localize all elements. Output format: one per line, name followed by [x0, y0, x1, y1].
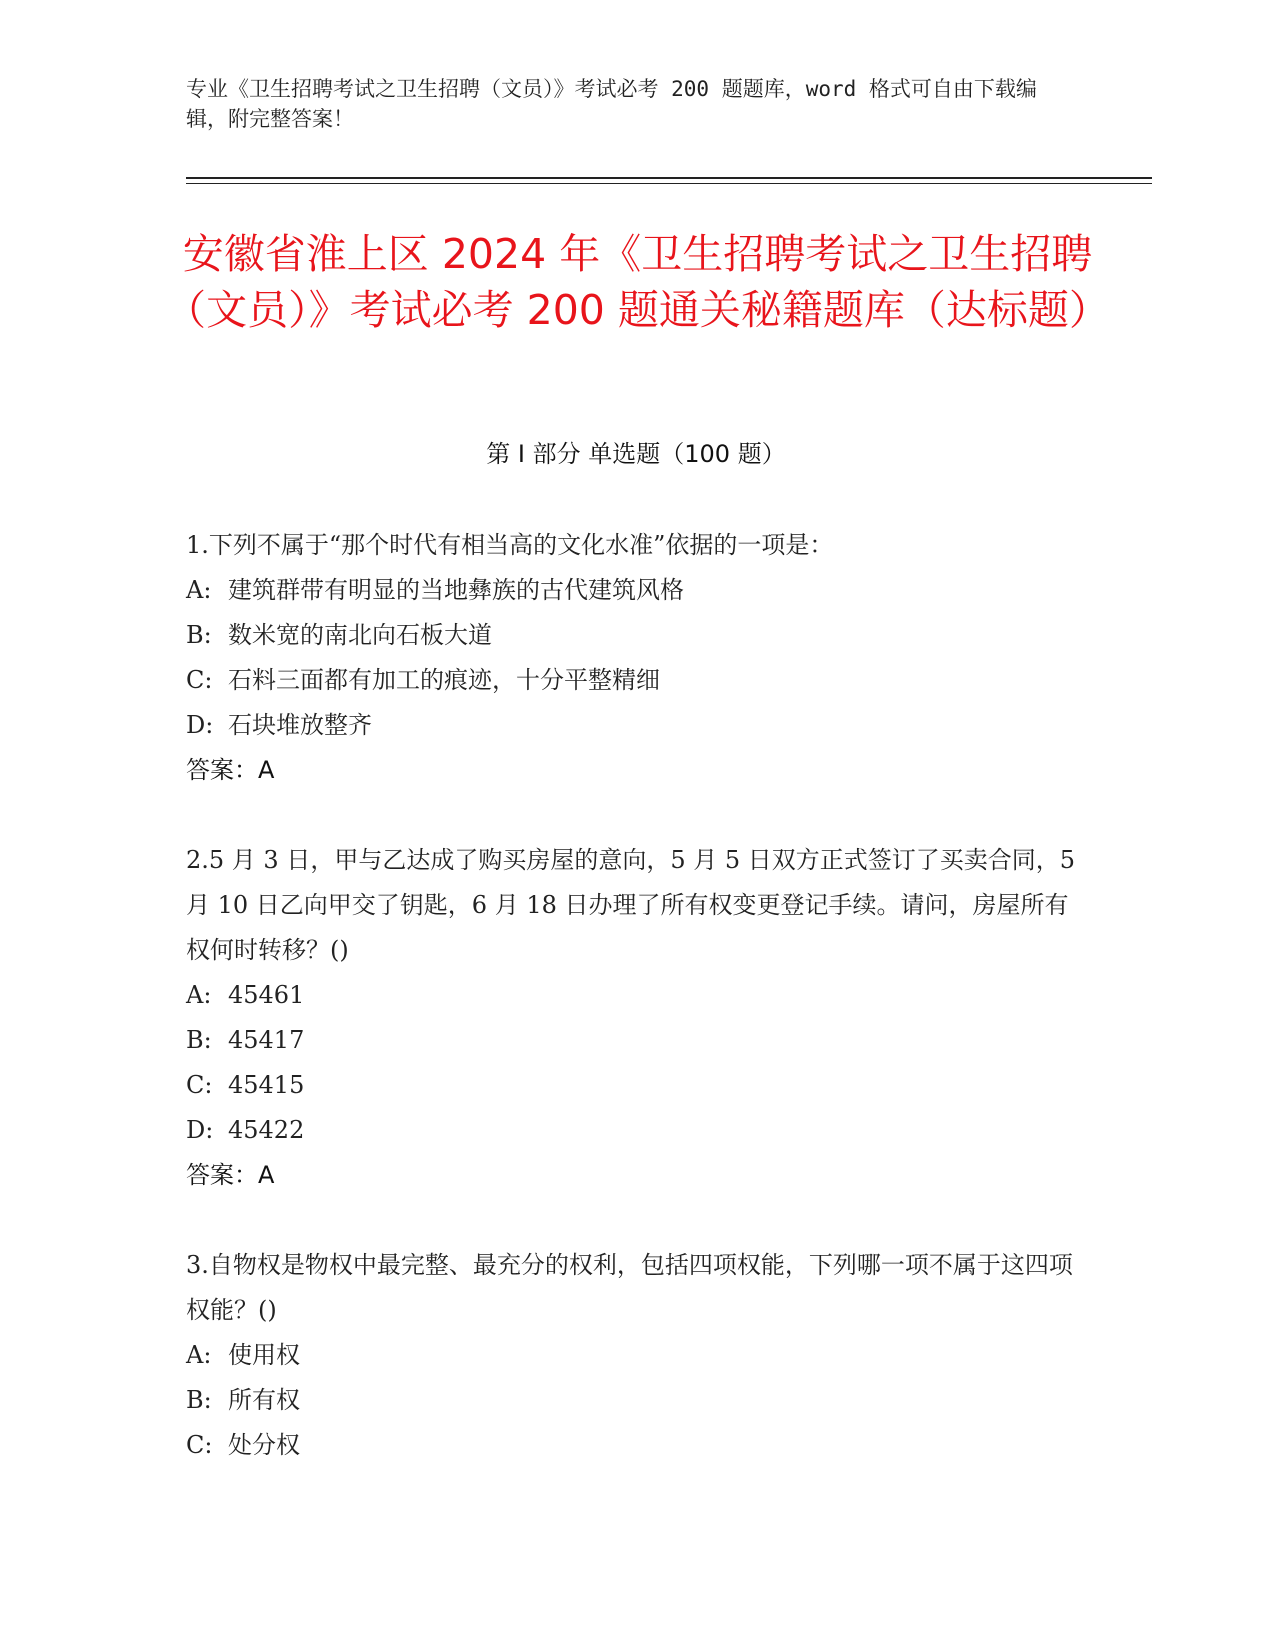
option-text: 45461 [228, 981, 305, 1009]
option-letter: C: [186, 1071, 213, 1099]
option-text: 所有权 [228, 1386, 300, 1414]
option-b [186, 1018, 1086, 1063]
option-text: 使用权 [228, 1341, 300, 1369]
question-list [186, 523, 1086, 1513]
question-stem: 1.下列不属于“那个时代有相当高的文化水准”依据的一项是： [186, 531, 834, 559]
question-stem: 2.5 月 3 日，甲与乙达成了购买房屋的意向，5 月 5 日双方正式签订了买卖合同，5 月 10 日乙向甲交了钥匙，6 月 18 日办理了所有权变更登记手续。请问，房屋所有权何时转移？() [186, 846, 1076, 964]
option-letter: C: [186, 1431, 213, 1459]
option-text: 处分权 [228, 1431, 300, 1459]
option-letter: B: [186, 1386, 212, 1414]
option-text: 数米宽的南北向石板大道 [228, 621, 492, 649]
question-3 [186, 1243, 1086, 1468]
answer-value: A [258, 756, 275, 784]
option-text: 建筑群带有明显的当地彝族的古代建筑风格 [228, 576, 684, 604]
header-divider-thick [186, 177, 1152, 179]
option-text: 45415 [228, 1071, 305, 1099]
document-title: 安徽省淮上区 2024 年《卫生招聘考试之卫生招聘（文员）》考试必考 200 题通关秘籍题库（达标题） [165, 230, 1110, 334]
option-letter: C: [186, 666, 213, 694]
option-letter: D: [186, 1116, 214, 1144]
header-note: 专业《卫生招聘考试之卫生招聘（文员）》考试必考 200 题题库，word 格式可自由下载编辑，附完整答案！ [186, 77, 1037, 131]
option-text: 45422 [228, 1116, 305, 1144]
option-c [186, 1423, 1086, 1468]
option-text: 石料三面都有加工的痕迹，十分平整精细 [228, 666, 660, 694]
option-letter: A: [186, 981, 212, 1009]
header-divider-thin [186, 183, 1152, 184]
option-letter: B: [186, 1026, 212, 1054]
option-letter: B: [186, 621, 212, 649]
option-a [186, 568, 1086, 613]
question-2 [186, 838, 1086, 1198]
option-c [186, 658, 1086, 703]
option-a [186, 1333, 1086, 1378]
option-letter: A: [186, 1341, 212, 1369]
option-a [186, 973, 1086, 1018]
option-text: 45417 [228, 1026, 305, 1054]
option-d [186, 1108, 1086, 1153]
option-d [186, 703, 1086, 748]
option-c [186, 1063, 1086, 1108]
option-text: 石块堆放整齐 [228, 711, 372, 739]
answer-line [186, 748, 1086, 793]
section-title: 第 I 部分 单选题（100 题） [486, 440, 786, 468]
option-letter: D: [186, 711, 214, 739]
option-b [186, 613, 1086, 658]
answer-line [186, 1153, 1086, 1198]
question-1 [186, 523, 1086, 793]
option-b [186, 1378, 1086, 1423]
option-letter: A: [186, 576, 212, 604]
answer-value: A [258, 1161, 275, 1189]
answer-label: 答案： [186, 1161, 258, 1189]
question-stem: 3.自物权是物权中最完整、最充分的权利，包括四项权能，下列哪一项不属于这四项权能？() [186, 1251, 1073, 1324]
answer-label: 答案： [186, 756, 258, 784]
